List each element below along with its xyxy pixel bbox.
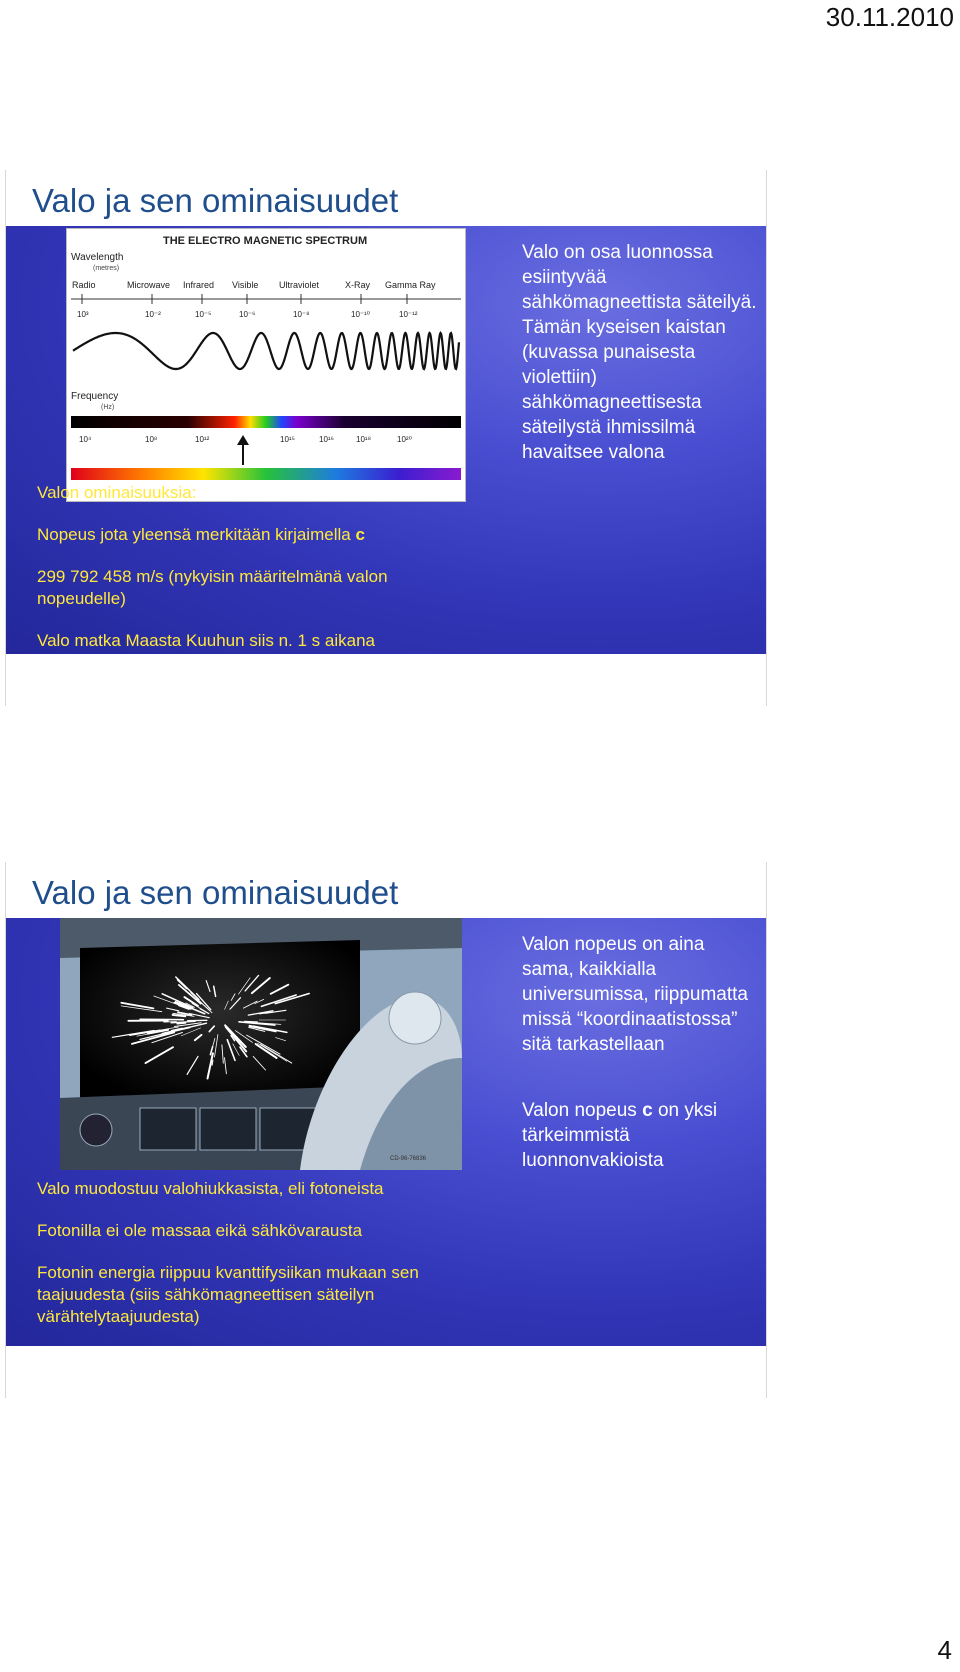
wavelength-unit: (metres) <box>93 265 120 272</box>
wavelength-label: Wavelength <box>71 252 124 263</box>
wavelength-axis <box>71 294 461 304</box>
band-labels <box>72 280 436 290</box>
astronaut-helmet <box>389 992 441 1044</box>
bullet-text: Nopeus jota yleensä merkitään kirjaimella <box>37 525 351 544</box>
slide-title-bar <box>6 170 766 226</box>
slide-title: Valo ja sen ominaisuudet <box>32 874 399 911</box>
band-label: Visible <box>232 280 259 290</box>
bullet-speed-value: 299 792 458 m/s (nykyisin määritelmänä valon nopeudelle) <box>37 567 388 608</box>
slide2-description-2 <box>522 1098 757 1173</box>
frequency-tick: 10¹⁸ <box>356 435 371 444</box>
slide-1 <box>5 170 767 706</box>
star-streak <box>245 1021 258 1022</box>
slide-footer-space <box>6 1346 766 1398</box>
bullet-energy: Fotonin energia riippuu kvanttifysiikan mukaan sen taajuudesta (siis sähkömagneettisen säteilyn värähtelytaajuudesta) <box>37 1263 419 1326</box>
frequency-band <box>71 416 461 428</box>
frequency-label: Frequency <box>71 391 119 402</box>
band-label: X-Ray <box>345 280 371 290</box>
band-label: Ultraviolet <box>279 280 320 290</box>
wavelength-tick: 10⁻¹⁰ <box>351 310 370 319</box>
desc-text: on yksi tärkeimmistä luonnonvakioista <box>522 1100 718 1171</box>
wavelength-tick: 10⁻⁶ <box>239 310 256 319</box>
header-date: 30.11.2010 <box>825 2 954 32</box>
slide-body <box>6 918 766 1346</box>
frequency-tick: 10²⁰ <box>397 435 412 444</box>
desc-text: Valon nopeus <box>522 1100 637 1121</box>
slide2-description-1: Valon nopeus on aina sama, kaikkialla universumissa, riippumatta missä “koordinaatistossa” sitä tarkastellaan <box>522 934 748 1055</box>
frequency-tick: 10¹⁶ <box>319 435 334 444</box>
wavelength-tick: 10³ <box>77 310 89 319</box>
wave-graphic <box>73 333 459 369</box>
frequency-tick: 10⁸ <box>145 435 158 444</box>
slide-title-bar <box>6 862 766 918</box>
console-globe <box>80 1114 112 1146</box>
bullet-moon: Valo matka Maasta Kuuhun siis n. 1 s aikana <box>37 631 375 650</box>
band-label: Microwave <box>127 280 171 290</box>
wavelength-tick: 10⁻¹² <box>399 310 418 319</box>
band-label: Gamma Ray <box>385 280 436 290</box>
wavelength-tick: 10⁻² <box>145 310 161 319</box>
frequency-tick: 10¹² <box>195 435 210 444</box>
wavelength-tick: 10⁻⁸ <box>293 310 310 319</box>
image-code: CD-96-76836 <box>390 1156 427 1162</box>
console-screen <box>200 1108 256 1150</box>
band-label: Radio <box>72 280 96 290</box>
console-screen <box>140 1108 196 1150</box>
cockpit-illustration <box>60 918 462 1170</box>
figure-title: THE ELECTRO MAGNETIC SPECTRUM <box>163 235 368 247</box>
wavelength-tick: 10⁻⁵ <box>195 310 212 319</box>
frequency-unit: (Hz) <box>101 404 115 411</box>
bullet-speed-symbol <box>37 524 365 546</box>
visible-rainbow-band <box>71 468 461 480</box>
frequency-tick: 10¹⁵ <box>280 435 295 444</box>
slide-body <box>6 226 766 654</box>
c-symbol: c <box>642 1100 653 1121</box>
bullet-heading: Valon ominaisuuksia: <box>37 483 197 502</box>
starfield-window <box>80 940 360 1100</box>
c-symbol: c <box>355 525 365 544</box>
slide1-description: Valo on osa luonnossa esiintyvää sähkömagneettista säteilyä. Tämän kyseisen kaistan (kuvassa punaisesta violettiin) sähkömagneettisesta säteilystä ihmissilmä havaitsee valona <box>522 242 757 463</box>
bullet-photons: Valo muodostuu valohiukkasista, eli fotoneista <box>37 1179 384 1198</box>
bullet-massless: Fotonilla ei ole massaa eikä sähkövarausta <box>37 1221 363 1240</box>
band-label: Infrared <box>183 280 215 290</box>
page-number: 4 <box>937 1635 952 1665</box>
frequency-tick: 10⁴ <box>79 435 92 444</box>
slide-footer-space <box>6 654 766 706</box>
em-spectrum-figure <box>66 228 466 502</box>
wavelength-ticks <box>77 310 418 319</box>
visible-arrow-icon <box>237 435 249 465</box>
slide-title: Valo ja sen ominaisuudet <box>32 182 399 219</box>
slide-2 <box>5 862 767 1398</box>
